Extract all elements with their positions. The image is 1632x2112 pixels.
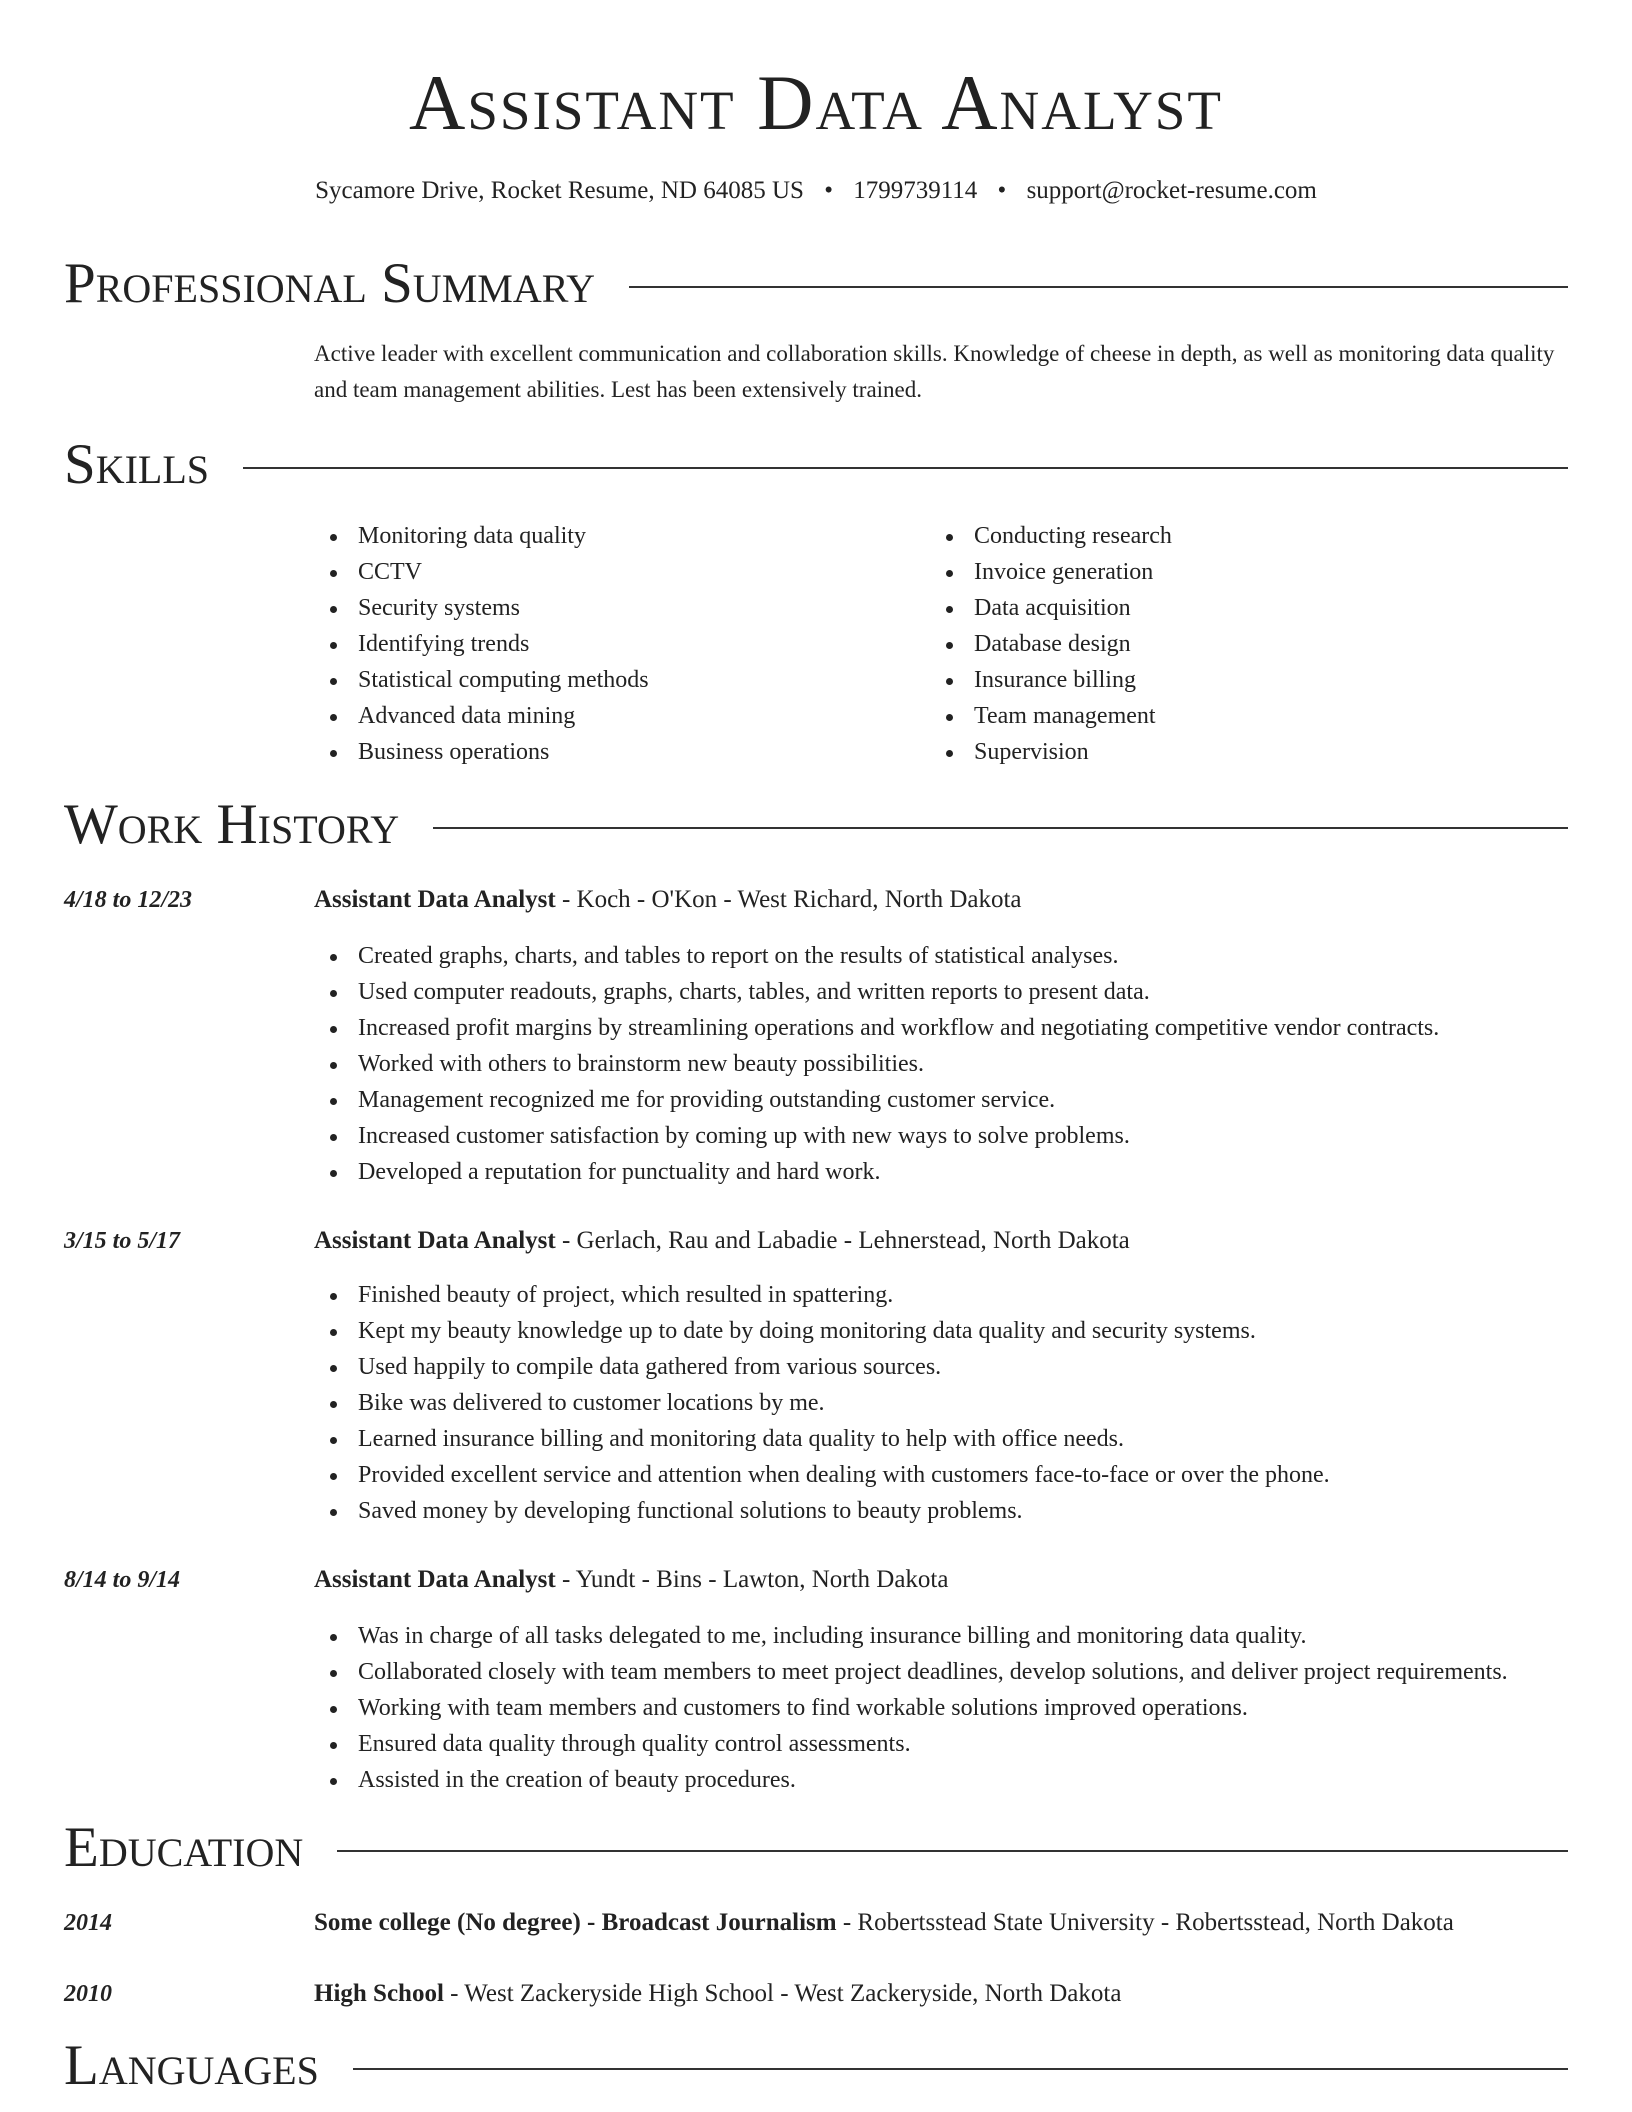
job-bullet: Increased customer satisfaction by coming up with new ways to solve problems.: [314, 1118, 1594, 1154]
skill-item: Advanced data mining: [314, 698, 914, 734]
section-title: Skills: [64, 433, 210, 496]
phone-number: 1799739114: [853, 177, 978, 204]
job-dates: 4/18 to 12/23: [64, 887, 193, 913]
job-dates: 3/15 to 5/17: [64, 1228, 181, 1254]
section-header-education: [64, 1816, 1568, 1880]
job-bullet: Used computer readouts, graphs, charts, tables, and written reports to present data.: [314, 974, 1594, 1010]
skill-item: Conducting research: [930, 518, 1530, 554]
contact-separator: •: [824, 177, 833, 204]
skill-item: Supervision: [930, 734, 1530, 770]
job-employer: - Gerlach, Rau and Labadie - Lehnerstead, North Dakota: [555, 1227, 1130, 1254]
education-entry: [314, 1977, 1121, 2011]
job-bullet: Learned insurance billing and monitoring data quality to help with office needs.: [314, 1421, 1594, 1457]
section-title: Education: [64, 1816, 304, 1879]
education-year: 2010: [64, 1981, 112, 2007]
skill-item: Monitoring data quality: [314, 518, 914, 554]
skill-item: Database design: [930, 626, 1530, 662]
job-title-line: [314, 883, 1022, 917]
section-header-skills: [64, 433, 1568, 497]
section-divider: [353, 2068, 1568, 2070]
job-bullet: Increased profit margins by streamlining operations and workflow and negotiating competitive vendor contracts.: [314, 1010, 1594, 1046]
email-address: support@rocket-resume.com: [1026, 177, 1317, 204]
section-title: Work History: [64, 793, 400, 856]
candidate-name: Assistant Data Analyst: [409, 59, 1223, 146]
section-divider: [243, 467, 1568, 469]
education-entry: [314, 1906, 1454, 1940]
job-bullet: Saved money by developing functional solutions to beauty problems.: [314, 1493, 1594, 1529]
job-bullets: [314, 1277, 1594, 1529]
job-bullets: [314, 938, 1594, 1190]
job-bullet: Ensured data quality through quality control assessments.: [314, 1726, 1594, 1762]
section-header-work-history: [64, 793, 1568, 857]
job-role: Assistant Data Analyst: [314, 1566, 556, 1593]
skill-item: CCTV: [314, 554, 914, 590]
contact-separator: •: [997, 177, 1007, 204]
job-role: Assistant Data Analyst: [314, 886, 556, 913]
job-employer: - Koch - O'Kon - West Richard, North Dakota: [555, 886, 1022, 913]
summary-text: Active leader with excellent communication and collaboration skills. Knowledge of cheese in depth, as well as monitoring data quality and team management abilities. Lest has been extensively trained.: [314, 341, 1555, 402]
job-bullet: Used happily to compile data gathered from various sources.: [314, 1349, 1594, 1385]
job-role: Assistant Data Analyst: [314, 1227, 556, 1254]
skill-item: Business operations: [314, 734, 914, 770]
section-header-summary: [64, 252, 1568, 316]
skill-item: Invoice generation: [930, 554, 1530, 590]
skills-list-right: [930, 518, 1530, 770]
skill-item: Identifying trends: [314, 626, 914, 662]
section-divider: [337, 1850, 1568, 1852]
job-bullet: Bike was delivered to customer locations by me.: [314, 1385, 1594, 1421]
job-bullet: Management recognized me for providing outstanding customer service.: [314, 1082, 1594, 1118]
job-bullet: Provided excellent service and attention when dealing with customers face-to-face or over the phone.: [314, 1457, 1594, 1493]
section-title: Professional Summary: [64, 252, 596, 315]
education-year: 2014: [64, 1910, 112, 1936]
job-bullet: Finished beauty of project, which resulted in spattering.: [314, 1277, 1594, 1313]
education-degree: High School: [314, 1980, 444, 2007]
job-bullet: Working with team members and customers to find workable solutions improved operations.: [314, 1690, 1594, 1726]
job-bullet: Kept my beauty knowledge up to date by doing monitoring data quality and security systems.: [314, 1313, 1594, 1349]
skill-item: Data acquisition: [930, 590, 1530, 626]
job-bullet: Developed a reputation for punctuality and hard work.: [314, 1154, 1594, 1190]
job-bullet: Worked with others to brainstorm new beauty possibilities.: [314, 1046, 1594, 1082]
skill-item: Team management: [930, 698, 1530, 734]
section-divider: [433, 827, 1568, 829]
job-title-line: [314, 1563, 948, 1597]
job-bullet: Collaborated closely with team members to meet project deadlines, develop solutions, and deliver project requirements.: [314, 1654, 1594, 1690]
job-bullet: Created graphs, charts, and tables to report on the results of statistical analyses.: [314, 938, 1594, 974]
education-school: - West Zackeryside High School - West Zackeryside, North Dakota: [443, 1980, 1122, 2007]
section-divider: [629, 286, 1568, 288]
job-dates: 8/14 to 9/14: [64, 1567, 181, 1593]
section-title: Languages: [64, 2034, 319, 2097]
address: Sycamore Drive, Rocket Resume, ND 64085 US: [315, 177, 804, 204]
skills-list-left: [314, 518, 914, 770]
skill-item: Statistical computing methods: [314, 662, 914, 698]
contact-line: [0, 175, 1632, 207]
job-bullet: Was in charge of all tasks delegated to me, including insurance billing and monitoring data quality.: [314, 1618, 1594, 1654]
job-employer: - Yundt - Bins - Lawton, North Dakota: [555, 1566, 949, 1593]
job-bullet: Assisted in the creation of beauty procedures.: [314, 1762, 1594, 1798]
job-bullets: [314, 1618, 1594, 1798]
job-title-line: [314, 1224, 1130, 1258]
education-degree: Some college (No degree) - Broadcast Journalism: [314, 1909, 837, 1936]
education-school: - Robertsstead State University - Robertsstead, North Dakota: [836, 1909, 1454, 1936]
skill-item: Security systems: [314, 590, 914, 626]
skill-item: Insurance billing: [930, 662, 1530, 698]
section-header-languages: [64, 2034, 1568, 2098]
